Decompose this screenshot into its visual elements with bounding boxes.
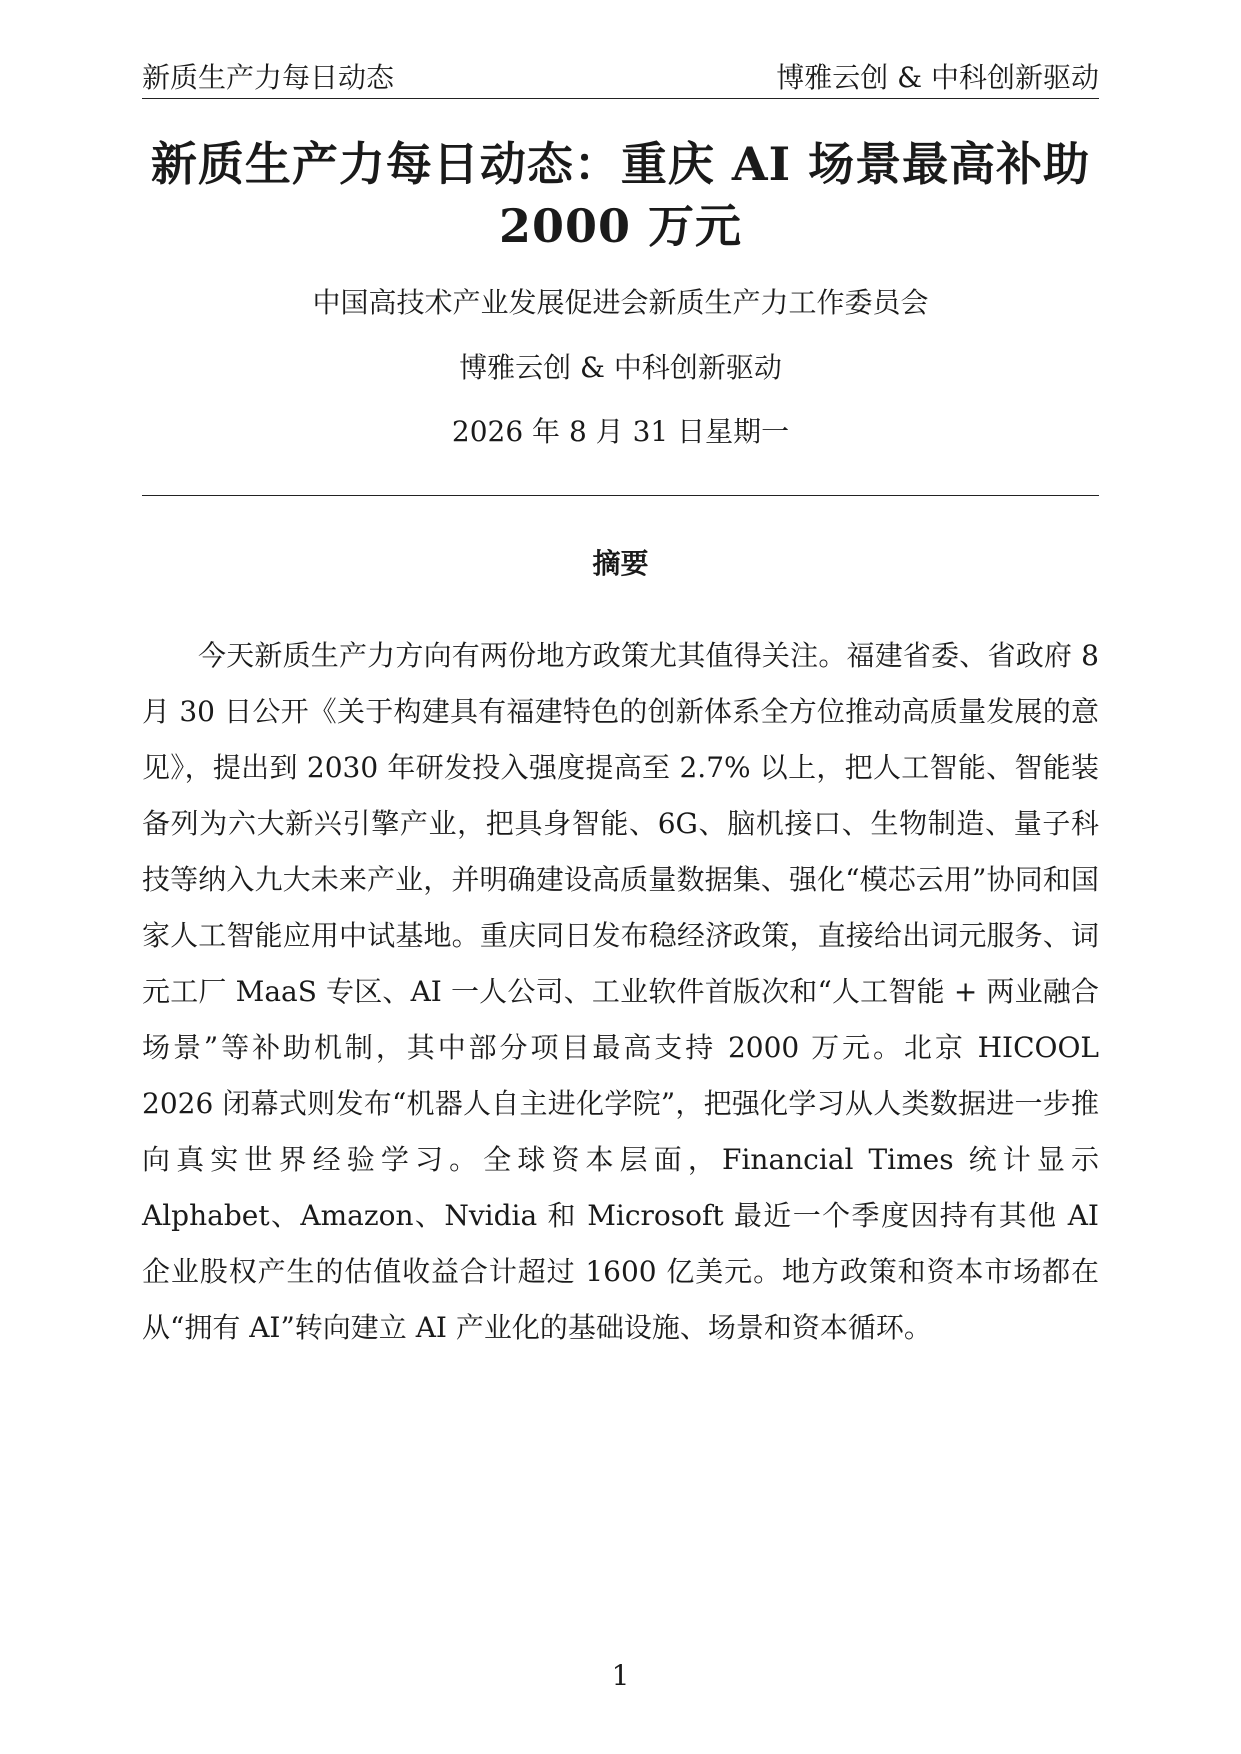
author-team: 博雅云创 & 中科创新驱动 [459, 351, 782, 384]
header-left-text: 新质生产力每日动态 [142, 61, 395, 94]
running-header [142, 56, 1099, 99]
author-organization: 中国高技术产业发展促进会新质生产力工作委员会 [312, 286, 929, 319]
document-title: 新质生产力每日动态：重庆 AI 场景最高补助 2000 万元 [150, 137, 1091, 253]
abstract-body: 今天新质生产力方向有两份地方政策尤其值得关注。福建省委、省政府 8 月 30 日公开《关于构建具有福建特色的创新体系全方位推动高质量发展的意见》，提出到 2030 年研发投入强度提高至 2.7% 以上，把人工智能、智能装备列为六大新兴引擎产业，把具身智能、6G、脑机接口、生物制造、量子科技等纳入九大未来产业，并明确建设高质量数据集、强化“模芯云用”协同和国家人工智能应用中试基地。重庆同日发布稳经济政策，直接给出词元服务、词元工厂 MaaS 专区、AI 一人公司、工业软件首版次和“人工智能 + 两业融合场景”等补助机制，其中部分项目最高支持 2000 万元。北京 HICOOL 2026 闭幕式则发布“机器人自主进化学院”，把强化学习从人类数据进一步推向真实世界经验学习。全球资本层面，Financial Times 统计显示 Alphabet、Amazon、Nvidia 和 Microsoft 最近一个季度因持有其他 AI 企业股权产生的估值收益合计超过 1600 亿美元。地方政策和资本市场都在从“拥有 AI”转向建立 AI 产业化的基础设施、场景和资本循环。 [142, 639, 1099, 1344]
publication-date: 2026 年 8 月 31 日星期一 [451, 415, 790, 448]
abstract-heading: 摘要 [592, 547, 649, 580]
header-right-text: 博雅云创 & 中科创新驱动 [776, 61, 1099, 94]
title-divider [142, 495, 1099, 496]
page-number: 1 [611, 1659, 630, 1692]
